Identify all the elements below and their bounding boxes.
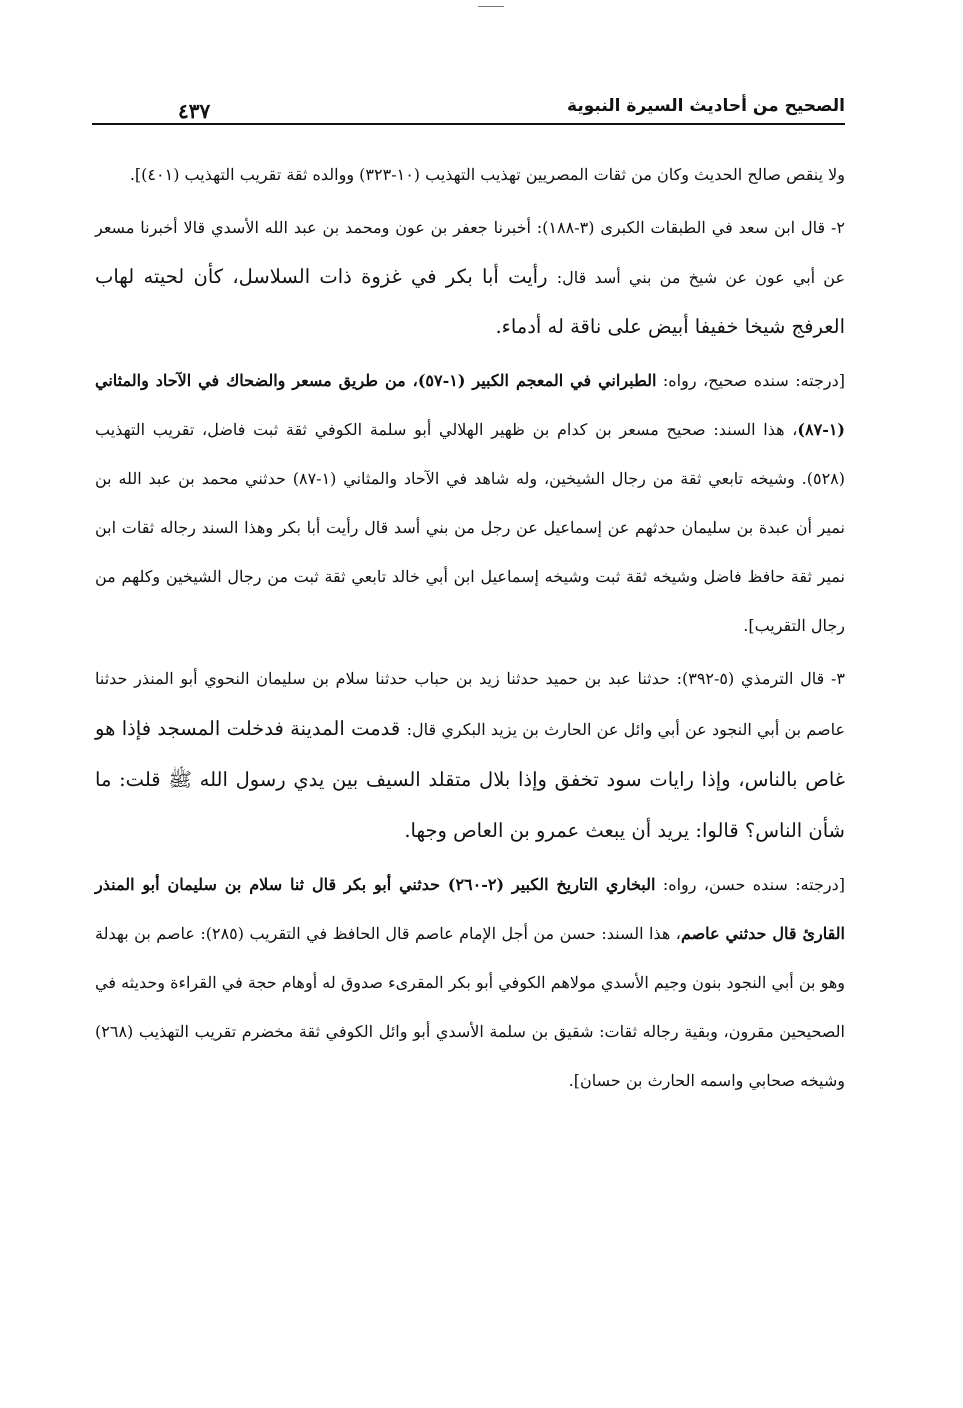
paragraph-3-source: الطبراني في المعجم الكبير (١-٥٧)، من طريق مسعر والضحاك في الآحاد والمثاني (١-٨٧) — [95, 371, 845, 439]
paragraph-3 — [95, 356, 845, 650]
paragraph-5 — [95, 860, 845, 1105]
header-rule — [92, 123, 845, 125]
paragraph-4 — [95, 654, 845, 856]
page-number: ٤٣٧ — [170, 99, 218, 123]
paragraph-3-lead: [درجته: سنده صحيح، رواه: — [656, 371, 845, 390]
paragraph-3-rest: ، هذا السند: صحيح مسعر بن كدام بن ظهير الهلالي أبو سلمة الكوفي ثقة ثبت فاضل، تقريب التهذيب (٥٢٨). وشيخه تابعي ثقة من رجال الشيخين، وله شاهد في الآحاد والمثاني (١-٨٧) حدثني محمد بن عبد الله بن نمير أن عبدة بن سليمان حدثهم عن إسماعيل عن رجل من بني أسد قال رأيت أبا بكر وهذا السند رجاله ثقات ابن نمير ثقة حافظ فاضل وشيخه ثقة ثبت وشيخه إسماعيل ابن أبي خالد تابعي ثقة ثبت من رجال الشيخين وكلهم من رجال التقريب]. — [95, 420, 846, 635]
paragraph-2 — [95, 203, 845, 352]
paragraph-2-intro: ٢- قال ابن سعد في الطبقات الكبرى (٣-١٨٨): أخبرنا جعفر بن عون ومحمد بن عبد الله الأسدي قالا أخبرنا مسعر عن أبي عون عن شيخ من بني أسد قال: — [95, 218, 846, 287]
paragraph-2-hadith: رأيت أبا بكر في غزوة ذات السلاسل، كأن لحيته لهاب العرفج شيخا خفيفا أبيض على ناقة له أدماء. — [95, 265, 845, 338]
top-crop-mark — [478, 6, 504, 7]
page-body — [95, 150, 845, 1109]
paragraph-5-lead: [درجته: سنده حسن، رواه: — [655, 875, 845, 894]
running-header — [92, 95, 845, 129]
paragraph-1-text: ولا ينقص صالح الحديث وكان من ثقات المصريين تهذيب التهذيب (١٠-٣٢٣) ووالده ثقة تقريب التهذيب (٤٠١)]. — [129, 165, 845, 184]
paragraph-5-source: البخاري التاريخ الكبير (٢-٢٦٠) حدثني أبو بكر قال ثنا سلام بن سليمان أبو المنذر القارئ قال حدثني عاصم — [95, 875, 845, 943]
book-title: الصحيح من أحاديث السيرة النبوية — [567, 96, 845, 116]
paragraph-4-hadith: قدمت المدينة فدخلت المسجد فإذا هو غاص بالناس، وإذا رايات سود تخفق وإذا بلال متقلد السيف بين يدي رسول الله ﷺ قلت: ما شأن الناس؟ قالوا: يريد أن يبعث عمرو بن العاص وجها. — [95, 717, 845, 842]
paragraph-4-intro: ٣- قال الترمذي (٥-٣٩٢): حدثنا عبد بن حميد حدثنا زيد بن حباب حدثنا سلام بن سليمان النحوي أبو المنذر حدثنا عاصم بن أبي النجود عن أبي وائل عن الحارث بن يزيد البكري قال: — [95, 669, 845, 739]
paragraph-1 — [95, 150, 845, 199]
paragraph-5-rest: ، هذا السند: حسن من أجل الإمام عاصم قال الحافظ في التقريب (٢٨٥): عاصم بن بهدلة وهو بن أبي النجود بنون وجيم الأسدي مولاهم الكوفي أبو بكر المقرىء صدوق له أوهام حجة في القراءة وحديثه في الصحيحين مقرون، وبقية رجاله ثقات: شقيق بن سلمة الأسدي أبو وائل الكوفي ثقة مخضرم تقريب التهذيب (٢٦٨) وشيخه صحابي واسمه الحارث بن حسان]. — [95, 924, 845, 1090]
